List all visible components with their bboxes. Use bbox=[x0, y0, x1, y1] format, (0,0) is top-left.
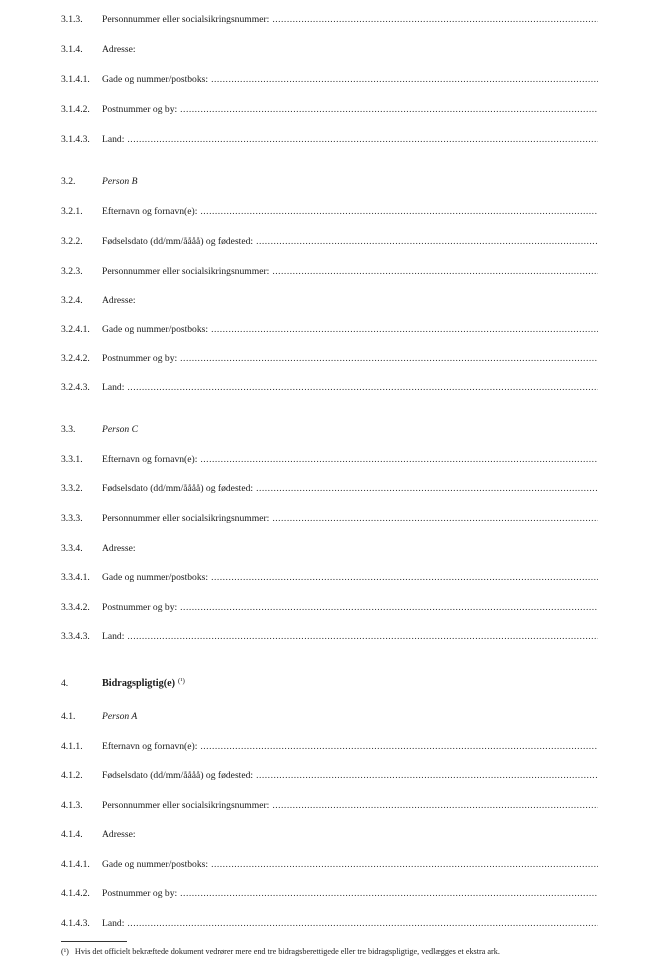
field-label: Land: bbox=[102, 631, 125, 642]
form-row bbox=[61, 423, 598, 437]
fill-in-line[interactable] bbox=[127, 381, 598, 395]
form-row bbox=[61, 601, 598, 615]
fill-in-line[interactable] bbox=[272, 265, 598, 279]
section-number: 3.3.4.1. bbox=[61, 572, 90, 583]
field-label: Fødselsdato (dd/mm/åååå) og fødested: bbox=[102, 770, 254, 781]
form-row bbox=[61, 542, 598, 556]
fill-in-line[interactable] bbox=[127, 630, 598, 644]
section-number: 3.1.4.1. bbox=[61, 74, 90, 85]
section-heading: Adresse: bbox=[102, 295, 136, 306]
section-number: 4.1.3. bbox=[61, 800, 83, 811]
form-row bbox=[61, 630, 598, 644]
fill-in-line[interactable] bbox=[180, 103, 598, 117]
fill-in-line[interactable] bbox=[256, 482, 598, 496]
form-row bbox=[61, 352, 598, 366]
footnote bbox=[61, 946, 651, 958]
form-row bbox=[61, 482, 598, 496]
form-row bbox=[61, 887, 598, 901]
field-label: Personnummer eller socialsikringsnummer: bbox=[102, 14, 270, 25]
section-number: 3.2.1. bbox=[61, 206, 83, 217]
field-label: Postnummer og by: bbox=[102, 602, 178, 613]
form-row bbox=[61, 828, 598, 842]
section-number: 3.1.4.2. bbox=[61, 104, 90, 115]
field-label: Land: bbox=[102, 918, 125, 929]
field-label: Land: bbox=[102, 134, 125, 145]
section-number: 3.3.4. bbox=[61, 543, 83, 554]
section-number: 3.3.3. bbox=[61, 513, 83, 524]
field-label: Gade og nummer/postboks: bbox=[102, 572, 209, 583]
section-number: 3.3. bbox=[61, 424, 76, 435]
fill-in-line[interactable] bbox=[127, 133, 598, 147]
section-heading: Bidragspligtig(e) bbox=[102, 678, 176, 689]
form-row bbox=[61, 265, 598, 279]
field-label: Postnummer og by: bbox=[102, 104, 178, 115]
fill-in-line[interactable] bbox=[127, 917, 598, 931]
field-label: Gade og nummer/postboks: bbox=[102, 859, 209, 870]
fill-in-line[interactable] bbox=[256, 769, 598, 783]
field-label: Fødselsdato (dd/mm/åååå) og fødested: bbox=[102, 236, 254, 247]
form-row bbox=[61, 710, 598, 724]
fill-in-line[interactable] bbox=[211, 571, 598, 585]
section-number: 3.2.4.1. bbox=[61, 324, 90, 335]
fill-in-line[interactable] bbox=[256, 235, 598, 249]
section-number: 3.3.4.3. bbox=[61, 631, 90, 642]
section-number: 3.3.2. bbox=[61, 483, 83, 494]
section-number: 4.1.4.1. bbox=[61, 859, 90, 870]
field-label: Postnummer og by: bbox=[102, 888, 178, 899]
form-row bbox=[61, 133, 598, 147]
fill-in-line[interactable] bbox=[272, 512, 598, 526]
section-heading: Adresse: bbox=[102, 44, 136, 55]
form-row bbox=[61, 13, 598, 27]
section-number: 3.1.4. bbox=[61, 44, 83, 55]
section-number: 4.1. bbox=[61, 711, 76, 722]
section-heading: Adresse: bbox=[102, 543, 136, 554]
form-row bbox=[61, 235, 598, 249]
field-label: Land: bbox=[102, 382, 125, 393]
form-row bbox=[61, 740, 598, 754]
fill-in-line[interactable] bbox=[211, 858, 598, 872]
fill-in-line[interactable] bbox=[272, 13, 598, 27]
field-label: Efternavn og fornavn(e): bbox=[102, 454, 198, 465]
section-number: 4.1.2. bbox=[61, 770, 83, 781]
form-row bbox=[61, 453, 598, 467]
section-number: 3.1.4.3. bbox=[61, 134, 90, 145]
field-label: Gade og nummer/postboks: bbox=[102, 74, 209, 85]
form-row bbox=[61, 103, 598, 117]
section-number: 4.1.4. bbox=[61, 829, 83, 840]
section-number: 4.1.1. bbox=[61, 741, 83, 752]
footnote-reference: (¹) bbox=[178, 677, 185, 685]
section-number: 3.2.4. bbox=[61, 295, 83, 306]
fill-in-line[interactable] bbox=[200, 205, 598, 219]
form-row bbox=[61, 205, 598, 219]
form-row bbox=[61, 799, 598, 813]
form-row bbox=[61, 571, 598, 585]
fill-in-line[interactable] bbox=[211, 323, 598, 337]
form-row bbox=[61, 294, 598, 308]
form-row bbox=[61, 381, 598, 395]
form-row bbox=[61, 43, 598, 57]
section-heading: Person A bbox=[102, 711, 138, 722]
fill-in-line[interactable] bbox=[180, 352, 598, 366]
section-number: 3.2. bbox=[61, 176, 76, 187]
section-number: 3.2.3. bbox=[61, 266, 83, 277]
fill-in-line[interactable] bbox=[200, 740, 598, 754]
form-row bbox=[61, 73, 598, 87]
section-number: 3.3.1. bbox=[61, 454, 83, 465]
form-row bbox=[61, 769, 598, 783]
section-number: 3.2.4.2. bbox=[61, 353, 90, 364]
field-label: Efternavn og fornavn(e): bbox=[102, 741, 198, 752]
field-label: Efternavn og fornavn(e): bbox=[102, 206, 198, 217]
section-number: 4. bbox=[61, 678, 69, 689]
fill-in-line[interactable] bbox=[200, 453, 598, 467]
section-number: 3.2.2. bbox=[61, 236, 83, 247]
fill-in-line[interactable] bbox=[211, 73, 598, 87]
section-heading: Person C bbox=[102, 424, 138, 435]
field-label: Fødselsdato (dd/mm/åååå) og fødested: bbox=[102, 483, 254, 494]
field-label: Personnummer eller socialsikringsnummer: bbox=[102, 513, 270, 524]
form-row bbox=[61, 677, 598, 691]
fill-in-line[interactable] bbox=[272, 799, 598, 813]
section-number: 3.3.4.2. bbox=[61, 602, 90, 613]
footnote-mark: (¹) bbox=[61, 947, 69, 956]
form-row bbox=[61, 512, 598, 526]
form-row bbox=[61, 917, 598, 931]
fill-in-line[interactable] bbox=[180, 887, 598, 901]
footnote-text: Hvis det officielt bekræftede dokument vedrører mere end tre bidragsberettigede eller tre bidragspligtige, vedlægges et ekstra ark. bbox=[74, 947, 500, 956]
field-label: Personnummer eller socialsikringsnummer: bbox=[102, 800, 270, 811]
section-number: 4.1.4.3. bbox=[61, 918, 90, 929]
form-row bbox=[61, 175, 598, 189]
section-number: 3.1.3. bbox=[61, 14, 83, 25]
footnote-divider bbox=[61, 941, 127, 942]
field-label: Gade og nummer/postboks: bbox=[102, 324, 209, 335]
section-number: 3.2.4.3. bbox=[61, 382, 90, 393]
section-heading: Person B bbox=[102, 176, 138, 187]
field-label: Postnummer og by: bbox=[102, 353, 178, 364]
section-number: 4.1.4.2. bbox=[61, 888, 90, 899]
field-label: Personnummer eller socialsikringsnummer: bbox=[102, 266, 270, 277]
form-row bbox=[61, 858, 598, 872]
form-row bbox=[61, 323, 598, 337]
fill-in-line[interactable] bbox=[180, 601, 598, 615]
section-heading: Adresse: bbox=[102, 829, 136, 840]
